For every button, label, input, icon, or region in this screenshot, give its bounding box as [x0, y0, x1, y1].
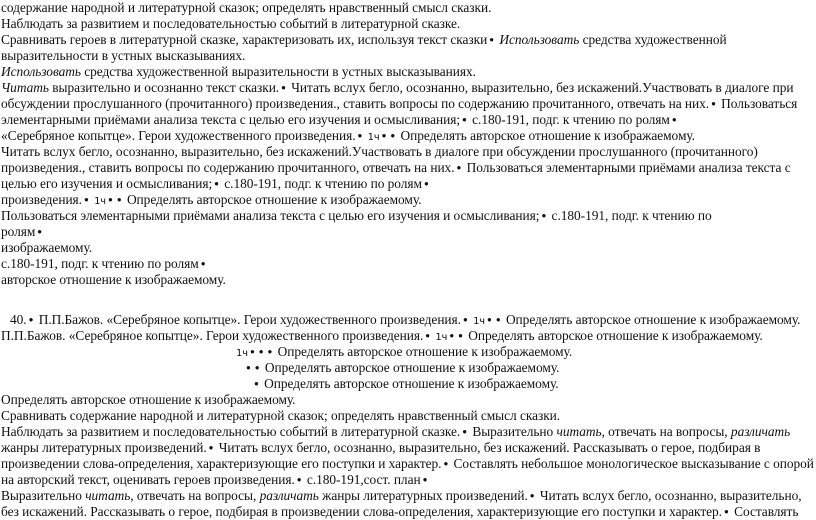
- bullet-icon: [421, 472, 430, 487]
- bullet-icon: [279, 80, 288, 95]
- text-line: произведения. ● 1ч ● ● Определять авторское отношение к изображаемому.: [1, 192, 421, 210]
- text-line: содержание народной и литературной сказок; определять нравственный смысл сказки.: [1, 0, 492, 15]
- bullet-icon: [106, 192, 115, 207]
- text-line: «Серебряное копытце». Герои художественного произведения. ● 1ч ● ● Определять авторское отношение к изображаемому.: [1, 128, 695, 146]
- bullet-icon: [528, 488, 537, 503]
- bullet-icon: [670, 112, 679, 127]
- text-line: обсуждении прослушанного (прочитанного) произведения., ставить вопросы по содержанию прочитанного, отвечать на них. ● Пользоваться: [1, 96, 797, 112]
- text-line: произведении слова-определения, характеризующие его поступки и характер. ● Составлять небольшое монологическое высказывание с опорой: [1, 456, 814, 472]
- text-line: Сравнивать героев в литературной сказке, характеризовать их, используя текст сказки ● Использовать средства художественной: [1, 32, 727, 48]
- bullet-icon: [35, 224, 44, 239]
- bullet-icon: [455, 160, 464, 175]
- text-line: Читать вслух бегло, осознанно, выразительно, без искажений.Участвовать в диалоге при обсуждении прослушанного (прочитанного): [1, 144, 758, 159]
- text-line: ролям ●: [1, 224, 44, 240]
- bullet-icon: [244, 360, 253, 375]
- bullet-icon: [447, 328, 456, 343]
- bullet-icon: [295, 472, 304, 487]
- text-line: П.П.Бажов. «Серебряное копытце». Герои художественного произведения. ● 1ч ● ● Определять авторское отношение к изображаемому.: [1, 328, 763, 346]
- bullet-icon: [252, 376, 261, 391]
- bullet-icon: [539, 208, 548, 223]
- text-line: с.180-191, подг. к чтению по ролям ●: [1, 256, 207, 272]
- bullet-icon: [199, 256, 208, 271]
- bullet-icon: [461, 312, 470, 327]
- bullet-icon: [423, 328, 432, 343]
- bullet-icon: [441, 456, 450, 471]
- bullet-icon: [212, 176, 221, 191]
- text-line: жанры литературных произведений. ● Читать вслух бегло, осознанно, выразительно, без искажений. Рассказывать о герое, подбирая в: [1, 440, 760, 456]
- text-line: авторское отношение к изображаемому.: [1, 272, 226, 287]
- bullet-icon: [248, 344, 257, 359]
- bullet-icon: [456, 328, 465, 343]
- bullet-icon: [82, 192, 91, 207]
- bullet-icon: [388, 128, 397, 143]
- bullet-icon: [460, 112, 469, 127]
- bullet-icon: [494, 312, 503, 327]
- text-line: ● Определять авторское отношение к изображаемому.: [252, 376, 559, 392]
- text-line: 1ч ● ● ● Определять авторское отношение к изображаемому.: [236, 344, 572, 362]
- text-line: Определять авторское отношение к изображаемому.: [1, 392, 296, 407]
- bullet-icon: [115, 192, 124, 207]
- bullet-icon: [266, 344, 275, 359]
- bullet-icon: [487, 32, 496, 47]
- bullet-icon: [253, 360, 262, 375]
- bullet-icon: [257, 344, 266, 359]
- text-line: целью его изучения и осмысливания; ● с.180-191, подг. к чтению по ролям ●: [1, 176, 431, 192]
- text-line: произведения., ставить вопросы по содержанию прочитанного, отвечать на них. ● Пользоваться элементарными приёмами анализа текста с: [1, 160, 791, 176]
- bullet-icon: [485, 312, 494, 327]
- text-line: на авторский текст, оценивать героев произведения. ● с.180-191,сост. план ●: [1, 472, 429, 488]
- text-line: элементарными приёмами анализа текста с целью его изучения и осмысливания; ● с.180-191, подг. к чтению по ролям ●: [1, 112, 679, 128]
- text-line: Сравнивать содержание народной и литературной сказок; определять нравственный смысл сказки.: [1, 408, 561, 423]
- text-line: без искажений. Рассказывать о герое, подбирая в произведении слова-определения, характеризующие его поступки и характер. ● Составлять: [1, 504, 798, 520]
- text-line: Пользоваться элементарными приёмами анализа текста с целью его изучения и осмысливания; ● с.180-191, подг. к чтению по: [1, 208, 712, 224]
- text-line: 40. ● П.П.Бажов. «Серебряное копытце». Герои художественного произведения. ● 1ч ● ● Определять авторское отношение к изображаемому.: [10, 312, 800, 330]
- text-line: выразительности в устных высказываниях.: [1, 48, 246, 63]
- text-line: ● ● Определять авторское отношение к изображаемому.: [244, 360, 559, 376]
- bullet-icon: [722, 504, 731, 519]
- bullet-icon: [356, 128, 365, 143]
- bullet-icon: [460, 424, 469, 439]
- text-line: изображаемому.: [1, 240, 93, 255]
- bullet-icon: [709, 96, 718, 111]
- text-line: Наблюдать за развитием и последовательностью событий в литературной сказке.: [1, 16, 461, 31]
- text-line: Использовать средства художественной выразительности в устных высказываниях.: [1, 64, 476, 79]
- bullet-icon: [207, 440, 216, 455]
- bullet-icon: [27, 312, 36, 327]
- text-line: Наблюдать за развитием и последовательностью событий в литературной сказке. ● Выразительно читать, отвечать на вопросы, различать: [1, 424, 790, 440]
- bullet-icon: [422, 176, 431, 191]
- text-line: Читать выразительно и осознанно текст сказки. ● Читать вслух бегло, осознанно, выразительно, без искажений.Участвовать в диалоге при: [1, 80, 793, 96]
- text-line: Выразительно читать, отвечать на вопросы, различать жанры литературных произведений. ● Читать вслух бегло, осознанно, выразительно,: [1, 488, 802, 504]
